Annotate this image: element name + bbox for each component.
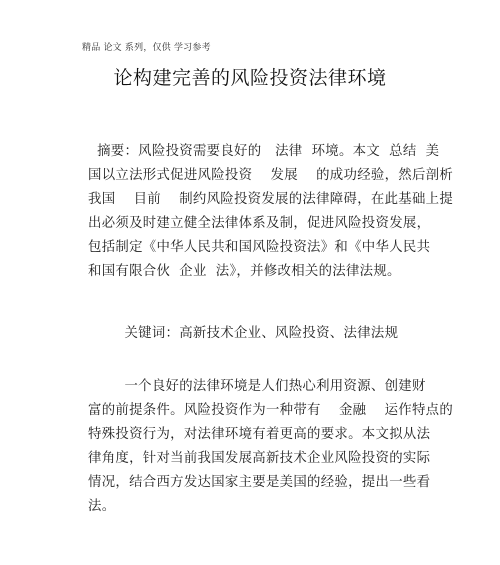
abstract-line: 我国 目前 制约风险投资发展的法律障碍，在此基础上提 <box>88 192 454 207</box>
body-line: 情况，结合西方发达国家主要是美国的经验，提出一些看 <box>88 475 431 490</box>
body-line: 特殊投资行为，对法律环境有着更高的要求。本文拟从法 <box>88 427 431 442</box>
body-line: 富的前提条件。风险投资作为一种带有 金融 运作特点的 <box>88 403 454 418</box>
abstract-line: 包括制定《中华人民共和国风险投资法》和《中华人民共 <box>88 240 431 255</box>
body-line: 律角度，针对当前我国发展高新技术企业风险投资的实际 <box>88 451 431 466</box>
body-line: 一个良好的法律环境是人们热心利用资源、创建财 <box>88 379 426 394</box>
keywords-text: 关键词：高新技术企业、风险投资、法律法规 <box>88 326 399 341</box>
body-line: 法。 <box>88 499 116 514</box>
abstract-line: 出必须及时建立健全法律体系及制，促进风险投资发展， <box>88 216 431 231</box>
header-note: 精品 论文 系列，仅供 学习参考 <box>82 43 211 53</box>
abstract-line: 国以立法形式促进风险投资 发展 的成功经验，然后剖析 <box>88 168 454 183</box>
abstract-line: 摘要：风险投资需要良好的 法律 环境。本文 总结 美 <box>88 144 440 159</box>
abstract-line: 和国有限合伙 企业 法》，并修改相关的法律法规。 <box>88 264 401 279</box>
abstract-paragraph <box>88 140 454 284</box>
keywords-line <box>88 322 440 346</box>
body-paragraph <box>88 375 454 519</box>
document-title: 论构建完善的风险投资法律环境 <box>113 67 387 89</box>
